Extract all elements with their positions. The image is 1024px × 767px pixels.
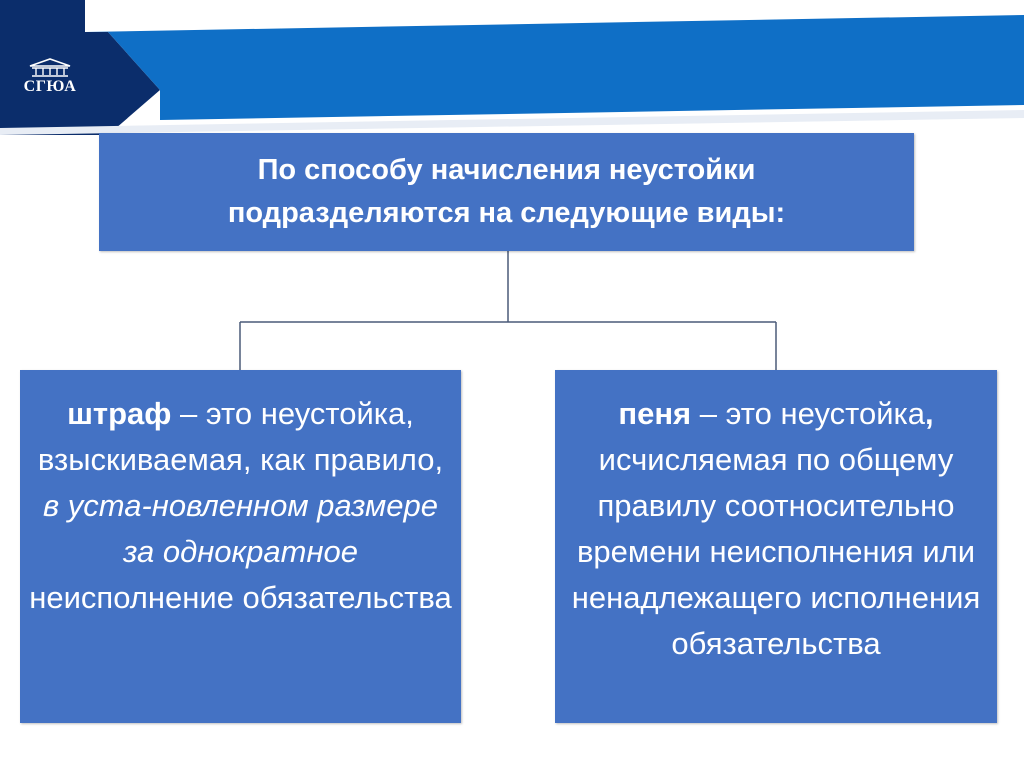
fine-text-2: неисполнение обязательства: [29, 580, 452, 615]
fine-box: [20, 370, 461, 723]
penalty-comma: ,: [925, 396, 934, 431]
top-box-line-1: По способу начисления неустойки: [257, 154, 756, 186]
fine-italic-text: в уста-новленном размере за однократное: [42, 488, 439, 569]
penalty-term: пеня: [618, 396, 692, 431]
top-box: [99, 133, 914, 251]
penalty-definition: [563, 391, 989, 667]
fine-definition: [28, 391, 453, 621]
top-box-text: [99, 149, 914, 235]
penalty-text-1: – это неустойка: [691, 396, 926, 431]
fine-text-1: – это неустойка, взыскиваемая, как правило,: [37, 396, 444, 477]
penalty-text-2: исчисляемая по общему правилу соотносительно времени неисполнения или ненадлежащего исполнения обязательства: [571, 442, 981, 661]
top-box-line-2: подразделяются на следующие виды:: [227, 197, 786, 229]
penalty-box: [555, 370, 997, 723]
logo-text: СГЮА: [23, 78, 77, 95]
fine-term: штраф: [67, 396, 172, 431]
